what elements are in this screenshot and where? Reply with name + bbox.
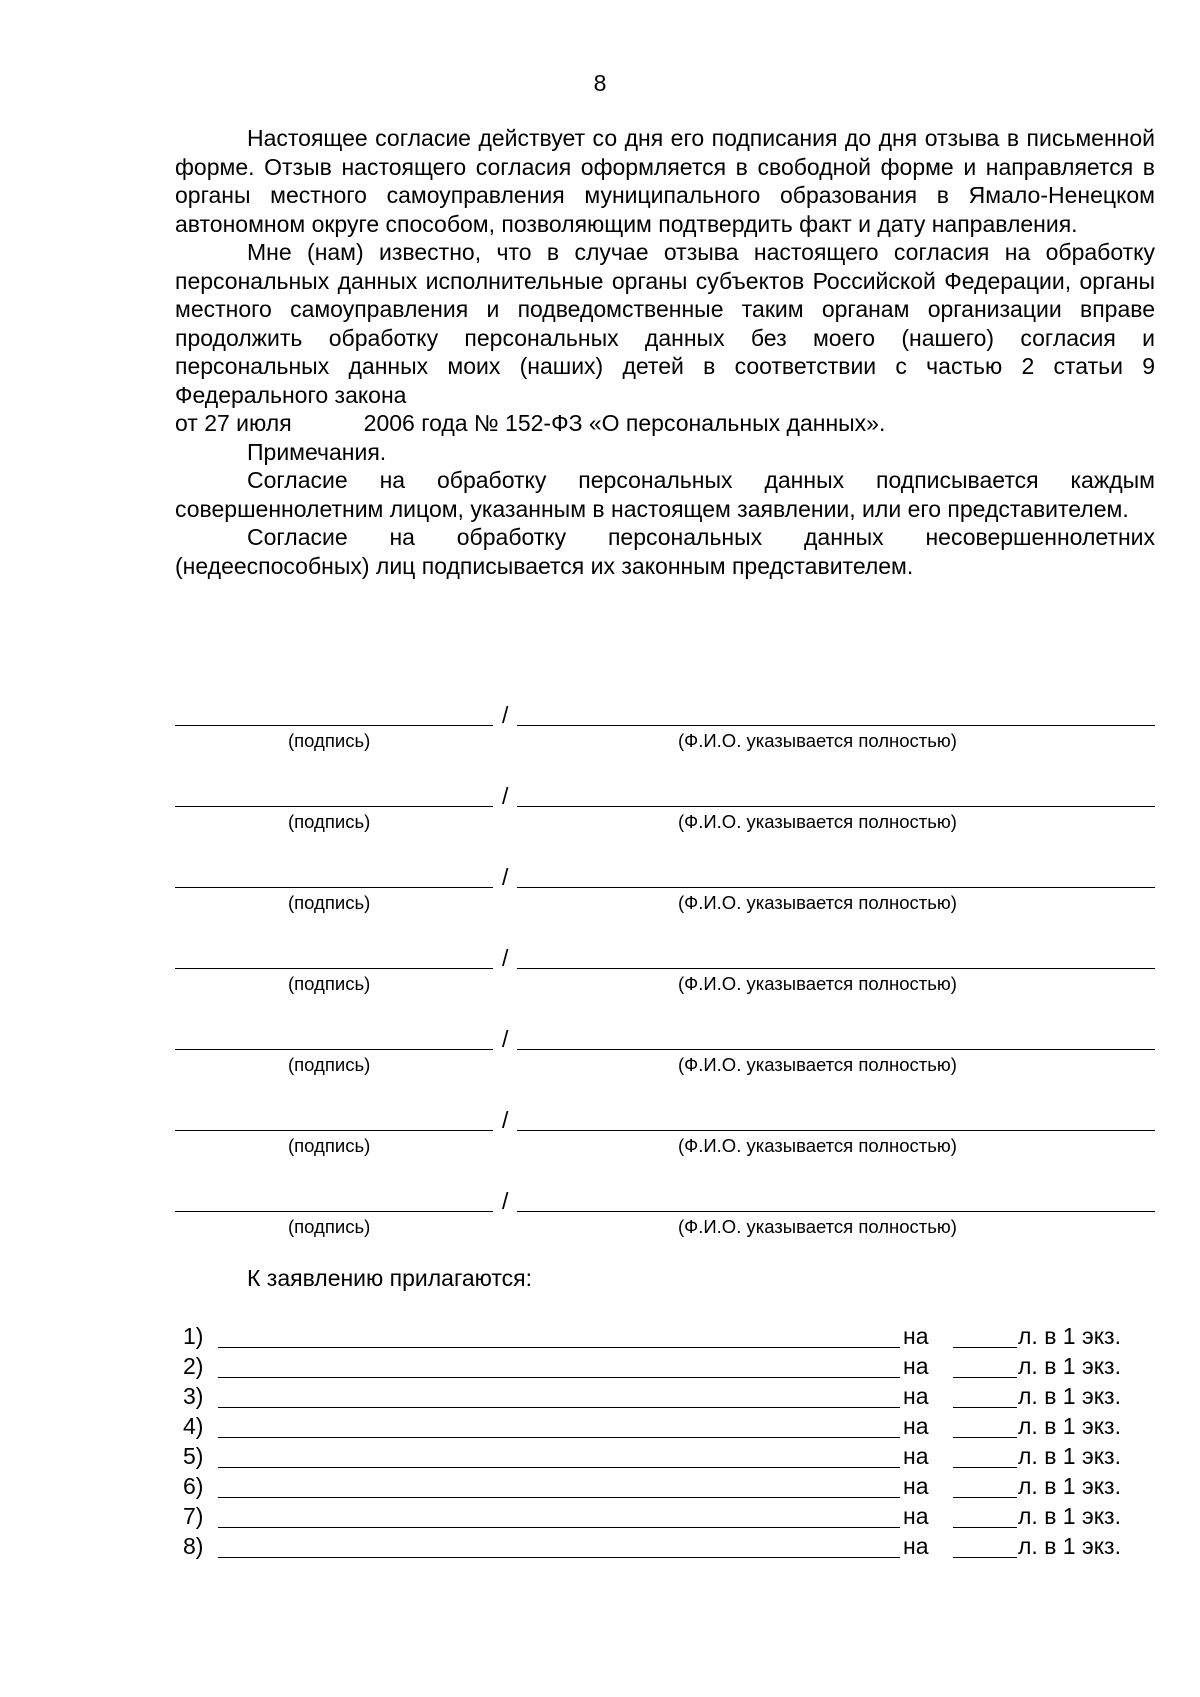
attachment-item — [175, 1472, 1155, 1502]
attachment-na-label: на — [903, 1353, 929, 1379]
signature-field[interactable] — [175, 725, 493, 726]
attachment-item — [175, 1442, 1155, 1472]
paragraph-revocation: Настоящее согласие действует со дня его подписания до дня отзыва в письменной форме. Отзыв настоящего согласия оформляется в свободной форме и направляется в органы местного самоуправления муниципального образования в Ямало-Ненецком автономном округе способом, позволяющим подтвердить факт и дату направления. — [175, 125, 1155, 237]
full-name-caption: (Ф.И.О. указывается полностью) — [678, 973, 957, 994]
paragraph-processing-continuation — [175, 238, 1155, 409]
signature-caption: (подпись) — [288, 1135, 371, 1156]
attachment-name-field[interactable] — [218, 1527, 900, 1528]
signature-separator: / — [502, 864, 509, 890]
signature-block — [175, 690, 1155, 1257]
signature-separator: / — [502, 1188, 509, 1214]
signature-row — [175, 1014, 1155, 1095]
attachment-na-label: на — [903, 1413, 929, 1439]
attachment-item — [175, 1322, 1155, 1352]
attachment-sheets-label: л. в 1 экз. — [1018, 1353, 1121, 1379]
signature-caption: (подпись) — [288, 1054, 371, 1075]
attachment-sheets-field[interactable] — [953, 1437, 1017, 1438]
signature-field[interactable] — [175, 806, 493, 807]
attachment-item — [175, 1412, 1155, 1442]
signature-caption: (подпись) — [288, 892, 371, 913]
signature-field[interactable] — [175, 887, 493, 888]
paragraph-law-reference — [175, 409, 1155, 438]
notes-heading: Примечания. — [247, 438, 387, 465]
signature-caption: (подпись) — [288, 1216, 371, 1237]
signature-row — [175, 933, 1155, 1014]
signature-field[interactable] — [175, 1049, 493, 1050]
signature-field[interactable] — [175, 1211, 493, 1212]
attachment-number: 3) — [183, 1383, 204, 1409]
signature-row — [175, 852, 1155, 933]
attachment-number: 5) — [183, 1443, 204, 1469]
note-adults: Согласие на обработку персональных данных подписывается каждым совершеннолетним лицом, указанным в настоящем заявлении, или его представителем. — [175, 467, 1155, 522]
attachment-sheets-label: л. в 1 экз. — [1018, 1503, 1121, 1529]
attachment-sheets-label: л. в 1 экз. — [1018, 1323, 1121, 1349]
attachment-name-field[interactable] — [218, 1407, 900, 1408]
signature-field[interactable] — [175, 968, 493, 969]
attachment-sheets-label: л. в 1 экз. — [1018, 1383, 1121, 1409]
full-name-caption: (Ф.И.О. указывается полностью) — [678, 730, 957, 751]
full-name-caption: (Ф.И.О. указывается полностью) — [678, 1054, 957, 1075]
attachment-item — [175, 1532, 1155, 1562]
attachment-number: 4) — [183, 1413, 204, 1439]
attachment-item — [175, 1382, 1155, 1412]
attachment-number: 8) — [183, 1533, 204, 1559]
signature-separator: / — [502, 1107, 509, 1133]
attachment-number: 6) — [183, 1473, 204, 1499]
attachment-na-label: на — [903, 1383, 929, 1409]
attachment-na-label: на — [903, 1533, 929, 1559]
signature-separator: / — [502, 783, 509, 809]
signature-row — [175, 690, 1155, 771]
note-minors: Согласие на обработку персональных данных несовершеннолетних (недееспособных) лиц подписывается их законным представителем. — [175, 524, 1155, 579]
full-name-field[interactable] — [517, 968, 1155, 969]
signature-separator: / — [502, 702, 509, 728]
signature-caption: (подпись) — [288, 973, 371, 994]
attachment-name-field[interactable] — [218, 1347, 900, 1348]
attachment-name-field[interactable] — [218, 1377, 900, 1378]
attachment-sheets-field[interactable] — [953, 1377, 1017, 1378]
attachment-sheets-field[interactable] — [953, 1467, 1017, 1468]
signature-separator: / — [502, 1026, 509, 1052]
full-name-caption: (Ф.И.О. указывается полностью) — [678, 1135, 957, 1156]
signature-field[interactable] — [175, 1130, 493, 1131]
attachment-sheets-label: л. в 1 экз. — [1018, 1443, 1121, 1469]
attachment-name-field[interactable] — [218, 1557, 900, 1558]
full-name-field[interactable] — [517, 806, 1155, 807]
full-name-caption: (Ф.И.О. указывается полностью) — [678, 1216, 957, 1237]
attachment-number: 7) — [183, 1503, 204, 1529]
attachment-na-label: на — [903, 1443, 929, 1469]
attachment-number: 1) — [183, 1323, 204, 1349]
signature-caption: (подпись) — [288, 811, 371, 832]
full-name-field[interactable] — [517, 887, 1155, 888]
attachment-name-field[interactable] — [218, 1437, 900, 1438]
attachment-na-label: на — [903, 1323, 929, 1349]
signature-caption: (подпись) — [288, 730, 371, 751]
attachments-list — [175, 1322, 1155, 1562]
attachment-number: 2) — [183, 1353, 204, 1379]
attachment-na-label: на — [903, 1473, 929, 1499]
signature-row — [175, 1176, 1155, 1257]
attachment-sheets-field[interactable] — [953, 1407, 1017, 1408]
attachments-heading: К заявлению прилагаются: — [247, 1265, 533, 1291]
law-date-part: от 27 июля — [175, 410, 292, 436]
page-number: 8 — [593, 70, 607, 96]
attachment-sheets-label: л. в 1 экз. — [1018, 1473, 1121, 1499]
full-name-field[interactable] — [517, 725, 1155, 726]
full-name-caption: (Ф.И.О. указывается полностью) — [678, 811, 957, 832]
full-name-field[interactable] — [517, 1211, 1155, 1212]
attachment-sheets-field[interactable] — [953, 1557, 1017, 1558]
attachment-name-field[interactable] — [218, 1467, 900, 1468]
attachment-item — [175, 1352, 1155, 1382]
attachment-item — [175, 1502, 1155, 1532]
consent-text — [175, 124, 1155, 580]
attachment-sheets-field[interactable] — [953, 1497, 1017, 1498]
attachment-sheets-field[interactable] — [953, 1527, 1017, 1528]
law-name-part: 2006 года № 152-ФЗ «О персональных данных». — [363, 410, 886, 436]
signature-row — [175, 771, 1155, 852]
attachment-sheets-label: л. в 1 экз. — [1018, 1533, 1121, 1559]
attachment-name-field[interactable] — [218, 1497, 900, 1498]
attachment-sheets-field[interactable] — [953, 1347, 1017, 1348]
attachment-sheets-label: л. в 1 экз. — [1018, 1413, 1121, 1439]
signature-row — [175, 1095, 1155, 1176]
full-name-field[interactable] — [517, 1130, 1155, 1131]
paragraph-processing-text: Мне (нам) известно, что в случае отзыва настоящего согласия на обработку персональных данных исполнительные органы субъектов Российской Федерации, органы местного самоуправления и подведомственные таким органам организации вправе продолжить обработку персональных данных без моего (нашего) согласия и персональных данных моих (наших) детей в соответствии с частью 2 статьи 9 Федерального закона — [175, 239, 1155, 408]
attachment-na-label: на — [903, 1503, 929, 1529]
full-name-field[interactable] — [517, 1049, 1155, 1050]
full-name-caption: (Ф.И.О. указывается полностью) — [678, 892, 957, 913]
signature-separator: / — [502, 945, 509, 971]
